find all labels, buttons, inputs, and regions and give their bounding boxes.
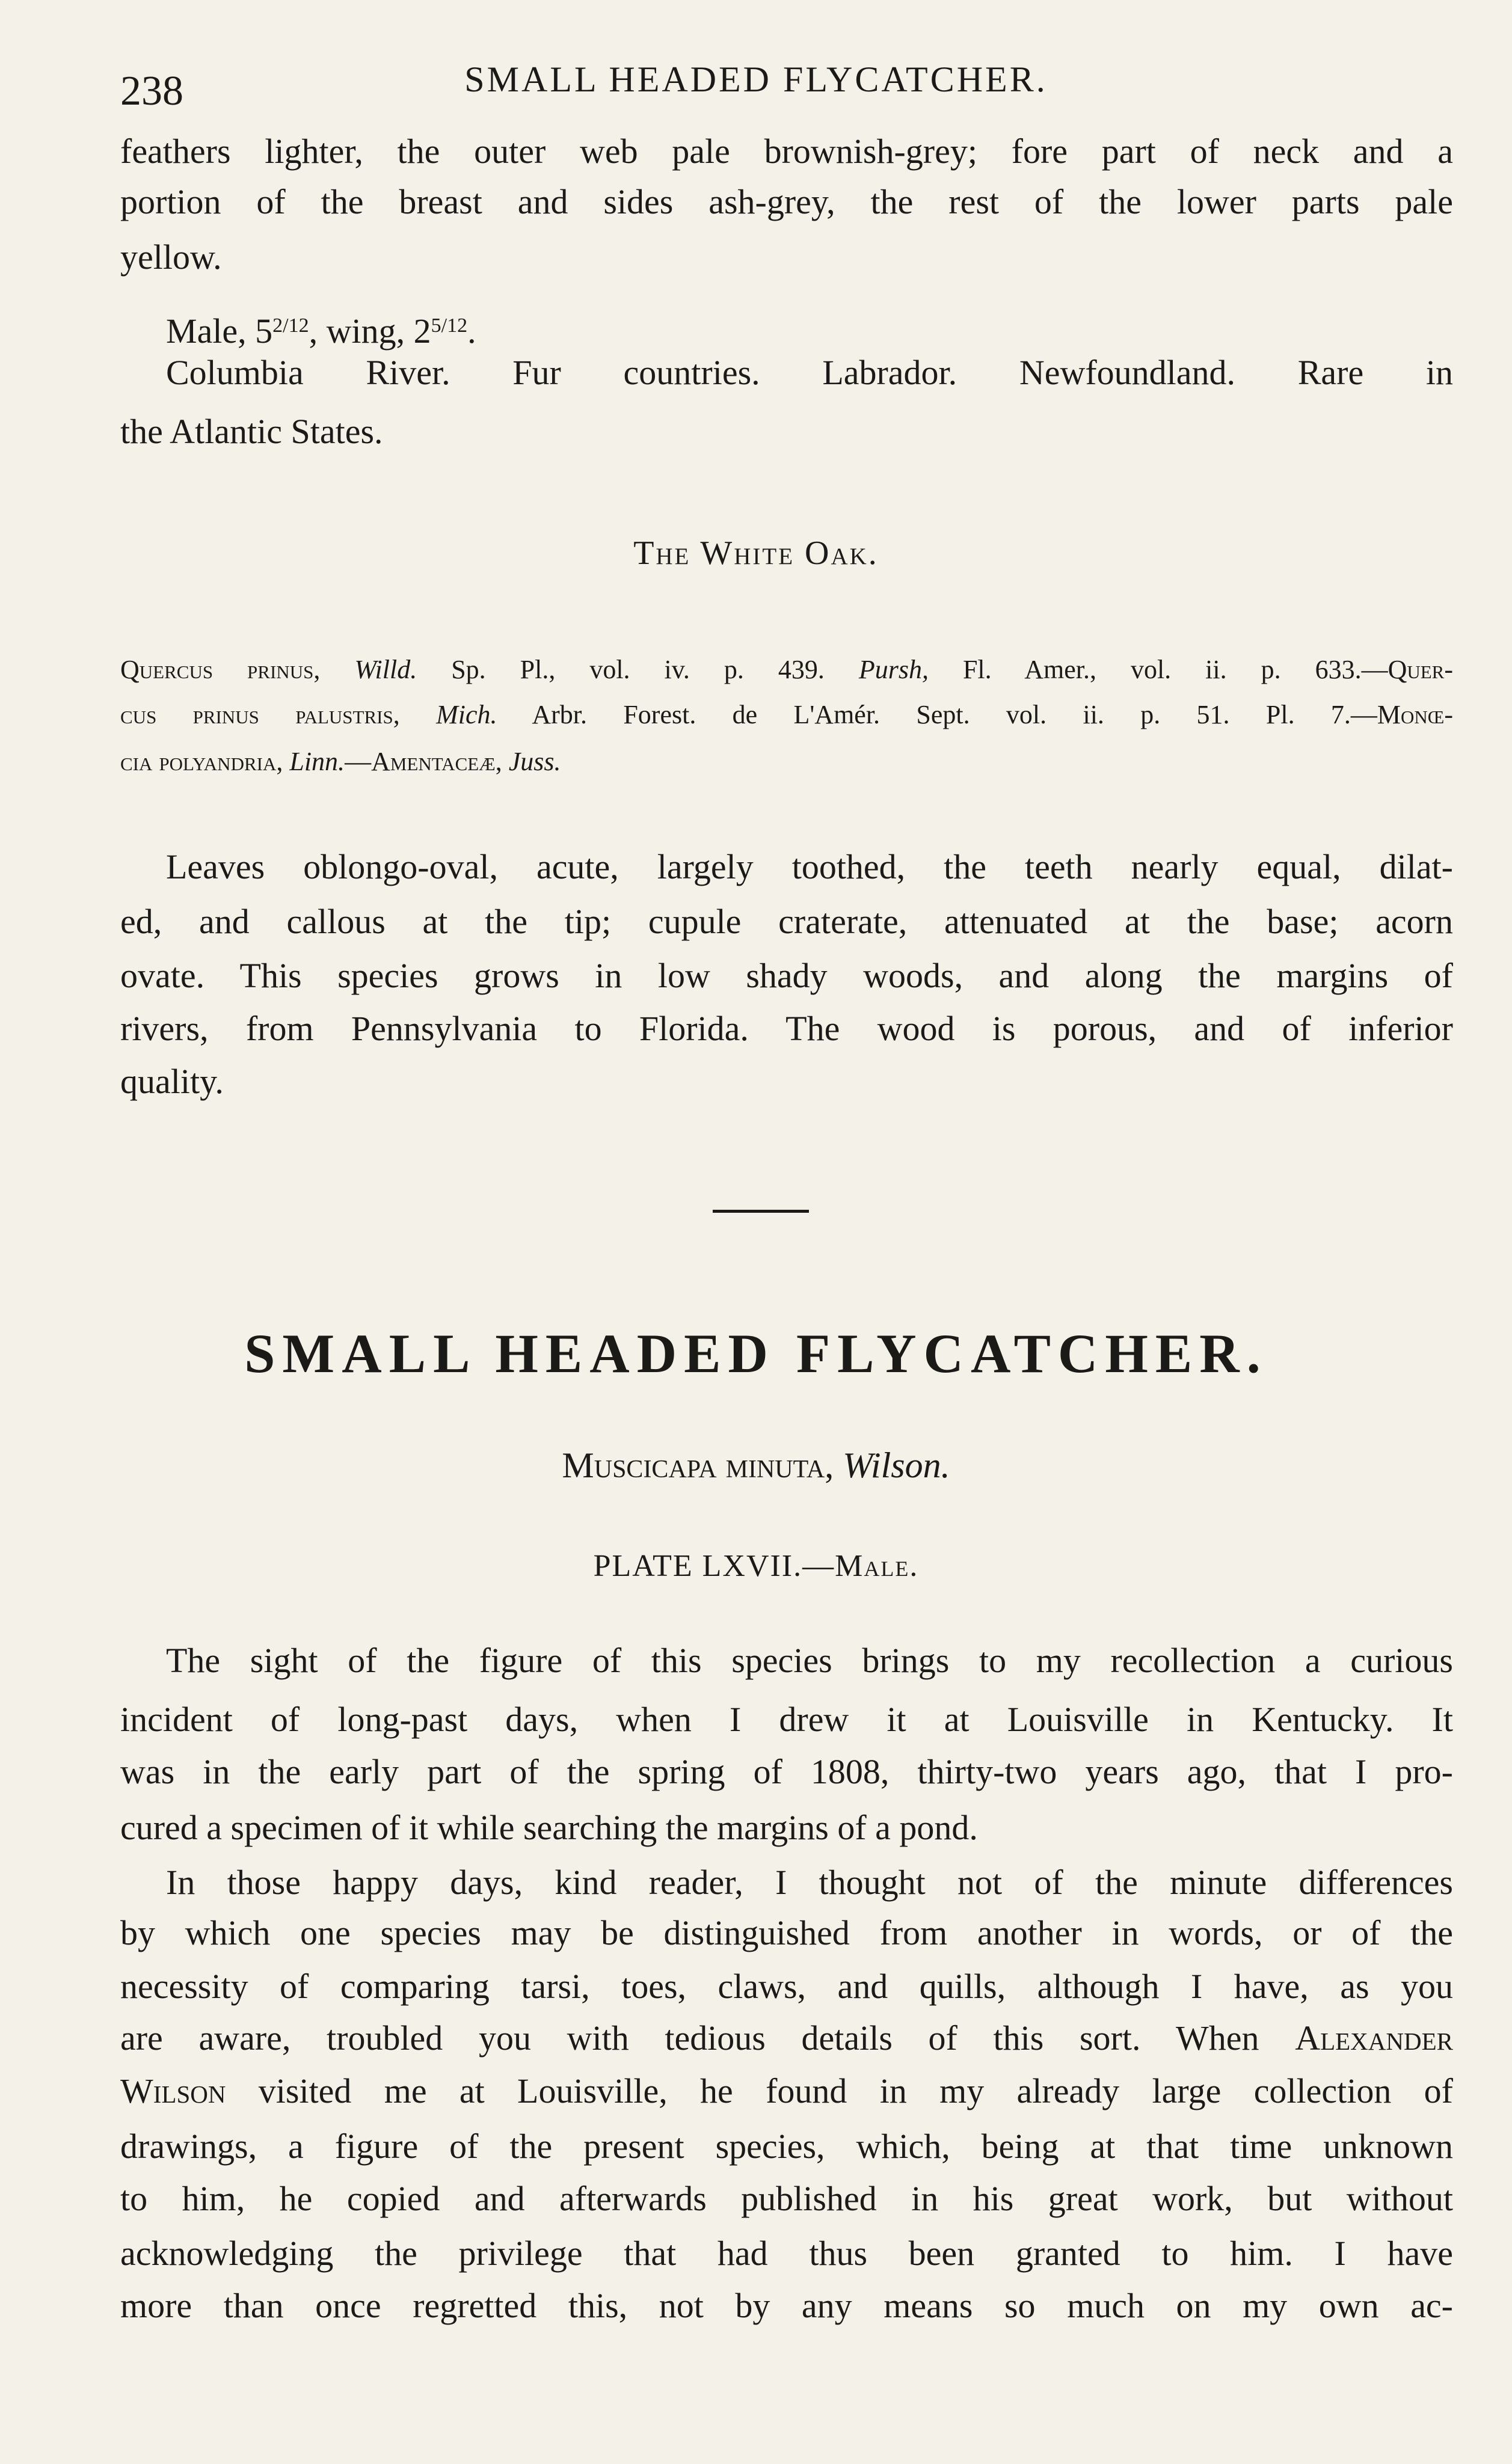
text-line: incident of long-past days, when I drew it at Louisville in Kentucky. It	[120, 1700, 1453, 1739]
range-line: Columbia River. Fur countries. Labrador. Newfoundland. Rare in	[166, 353, 1453, 392]
oak-heading: The White Oak.	[633, 535, 879, 572]
synonymy-run: Arbr. Forest. de L'Amér. Sept. vol. ii. p. 51. Pl. 7.—	[497, 700, 1377, 729]
range-line: the Atlantic States.	[120, 412, 383, 451]
text-line: acknowledging the privilege that had thus been granted to him. I have	[120, 2234, 1453, 2273]
synonymy-run: Monœ-	[1377, 700, 1454, 729]
synonymy-run: cus prinus palustris	[120, 700, 393, 729]
text-line: In those happy days, kind reader, I thought not of the minute differences	[166, 1863, 1453, 1902]
text-line: yellow.	[120, 238, 222, 277]
text-line: to him, he copied and afterwards published in his great work, but without	[120, 2179, 1453, 2218]
synonymy-run: ,	[495, 747, 509, 776]
synonymy-run: Quercus prinus	[120, 655, 314, 684]
text-line: by which one species may be distinguished from another in words, or of the	[120, 1913, 1453, 1952]
latin-name: Muscicapa minuta	[562, 1445, 825, 1485]
synonymy-run: ,	[313, 655, 355, 684]
text-line: portion of the breast and sides ash-grey, the rest of the lower parts pale	[120, 182, 1453, 221]
text-line: The sight of the figure of this species brings to my recollection a curious	[166, 1641, 1453, 1680]
section-divider-rule	[713, 1210, 809, 1213]
synonymy-run: Amentaceæ	[371, 747, 496, 776]
text-line: necessity of comparing tarsi, toes, claws, and quills, although I have, as you	[120, 1967, 1453, 2006]
synonymy-run: Pursh,	[858, 655, 929, 684]
person-name: Wilson	[120, 2071, 226, 2110]
text-line: quality.	[120, 1062, 224, 1101]
synonymy-run: Linn.	[289, 747, 345, 776]
synonymy-line	[120, 654, 1453, 686]
text-line: are aware, troubled you with tedious details of this sort. When Alexander	[120, 2018, 1453, 2058]
text-line: feathers lighter, the outer web pale brownish-grey; fore part of neck and a	[120, 132, 1453, 171]
measurements-line: Male, $5^{2/12}$, wing, $2^{5/12}$.	[166, 311, 476, 351]
synonymy-run: cia polyandria	[120, 747, 277, 776]
text-line: Wilson visited me at Louisville, he found in my already large collection of	[120, 2071, 1453, 2110]
page-number: 238	[120, 68, 183, 114]
text-line: more than once regretted this, not by any means so much on my own ac-	[120, 2286, 1453, 2325]
text-line: ovate. This species grows in low shady woods, and along the margins of	[120, 956, 1453, 995]
plate-line	[0, 1547, 1512, 1586]
synonymy-run: ,	[393, 700, 437, 729]
text-line: ed, and callous at the tip; cupule craterate, attenuated at the base; acorn	[120, 902, 1453, 941]
latin-name-line: Muscicapa minuta, Wilson.	[562, 1445, 950, 1485]
authority: Wilson.	[843, 1445, 950, 1485]
synonymy-run: Quer-	[1388, 655, 1454, 684]
synonymy-run: Willd.	[354, 655, 417, 684]
fraction-2: 5/12	[431, 314, 468, 337]
fraction-1: 2/12	[272, 314, 309, 337]
text-line: was in the early part of the spring of 1808, thirty-two years ago, that I pro-	[120, 1752, 1453, 1791]
synonymy-run: Sp. Pl., vol. iv. p. 439.	[417, 655, 859, 684]
text-line: rivers, from Pennsylvania to Florida. The wood is porous, and of inferior	[120, 1009, 1453, 1048]
synonymy-line	[120, 699, 1453, 731]
synonymy-run: Mich.	[436, 700, 497, 729]
running-title: SMALL HEADED FLYCATCHER.	[464, 60, 1048, 99]
plate-sex: Male.	[835, 1549, 919, 1583]
text-line: Leaves oblongo-oval, acute, largely toothed, the teeth nearly equal, dilat-	[166, 847, 1453, 886]
synonymy-run: Fl. Amer., vol. ii. p. 633.—	[928, 655, 1388, 684]
species-title: SMALL HEADED FLYCATCHER.	[244, 1323, 1268, 1384]
person-name: Alexander	[1295, 2018, 1453, 2058]
text-line: drawings, a figure of the present species, which, being at that time unknown	[120, 2127, 1453, 2166]
plate-number: PLATE LXVII.—	[593, 1549, 835, 1583]
synonymy-run: Juss.	[508, 747, 561, 776]
synonymy-run: ,	[276, 747, 290, 776]
synonymy-line	[120, 746, 1453, 778]
text-line: cured a specimen of it while searching the margins of a pond.	[120, 1808, 978, 1847]
synonymy-run: —	[345, 747, 372, 776]
